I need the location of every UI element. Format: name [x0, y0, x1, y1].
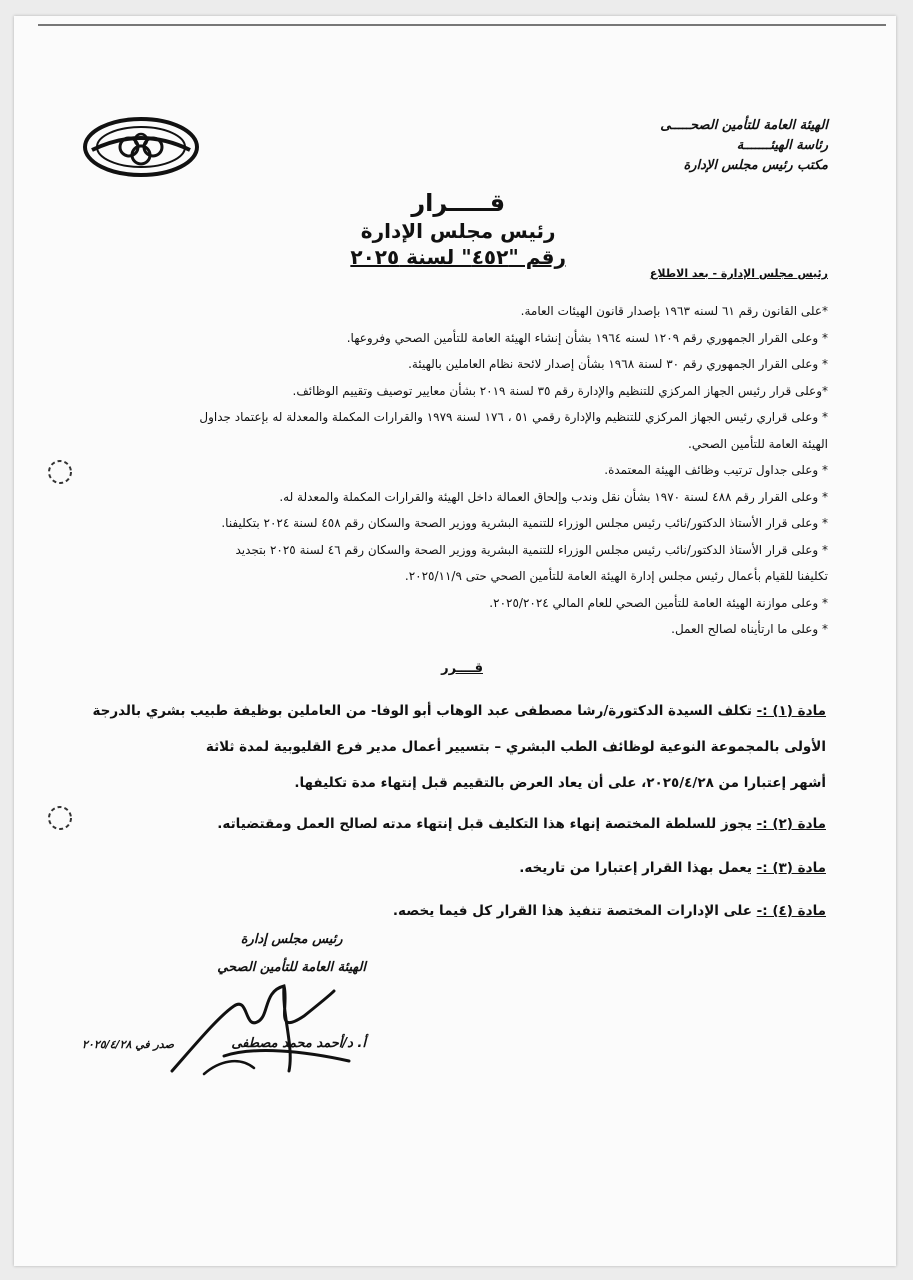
- recital-line: تكليفنا للقيام بأعمال رئيس مجلس إدارة الهيئة العامة للتأمين الصحي حتى ٢٠٢٥/١١/٩.: [404, 569, 828, 583]
- recital-line: * وعلى ما ارتأيناه لصالح العمل.: [671, 622, 828, 636]
- recital-line: * وعلى القرار رقم ٤٨٨ لسنة ١٩٧٠ بشأن نقل وندب وإلحاق العمالة داخل الهيئة والقرارات المكملة والمعدلة له.: [279, 489, 828, 504]
- recital-line: الهيئة العامة للتأمين الصحي.: [688, 436, 828, 451]
- recital-line: * وعلى موازنة الهيئة العامة للتأمين الصحي للعام المالي ٢٠٢٥/٢٠٢٤.: [489, 595, 828, 610]
- article-text: يجوز للسلطة المختصة إنهاء هذا التكليف قبل إنتهاء مدته لصالح العمل ومقتضياته.: [217, 816, 752, 832]
- recitals-list: [68, 298, 828, 643]
- signature-block: [217, 926, 366, 982]
- org-name: الهيئة العامة للتأمين الصحـــــى: [660, 118, 828, 133]
- org-office: مكتب رئيس مجلس الإدارة: [683, 158, 828, 173]
- recital-line: * وعلى قرار الأستاذ الدكتور/نائب رئيس مجلس الوزراء للتنمية البشرية ووزير الصحة والسكان رقم ٤٦ لسنة ٢٠٢٥ بتجديد: [235, 542, 828, 557]
- recital-line: *على القانون رقم ٦١ لسنه ١٩٦٣ بإصدار قانون الهيئات العامة.: [520, 304, 828, 318]
- recital-line: * وعلى قراري رئيس الجهاز المركزي للتنظيم والإدارة رقمي ٥١ ، ١٧٦ لسنة ١٩٧٩ والقرارات المكملة والمعدلة له بإعتماد جداول: [199, 410, 828, 424]
- handwritten-signature: [164, 976, 354, 1086]
- article-1: [56, 693, 826, 801]
- decree-heading: قـــــرار: [411, 189, 506, 217]
- recital-line: * وعلى القرار الجمهوري رقم ٣٠ لسنة ١٩٦٨ بشأن إصدار لائحة نظام العاملين بالهيئة.: [408, 357, 828, 371]
- health-insurance-logo-icon: [82, 116, 200, 178]
- article-text: على الإدارات المختصة تنفيذ هذا القرار كل فيما يخصه.: [392, 903, 752, 919]
- preamble-intro: رئيس مجلس الإدارة - بعد الاطلاع: [649, 267, 828, 280]
- article-label: مادة (٢) :-: [756, 816, 826, 832]
- article-label: مادة (٤) :-: [756, 903, 826, 919]
- signatory-title: رئيس مجلس إدارة: [240, 932, 343, 947]
- decides-heading: قــــرر: [441, 661, 483, 676]
- punch-hole-mark: [44, 802, 76, 834]
- organization-header: [660, 116, 828, 176]
- scan-edge-line: [38, 24, 886, 26]
- recital-line: *وعلى قرار رئيس الجهاز المركزي للتنظيم والإدارة رقم ٣٥ لسنة ٢٠١٩ بشأن معايير توصيف وتقييم الوظائف.: [292, 383, 828, 398]
- decree-issuer: رئيس مجلس الإدارة: [360, 219, 556, 243]
- document-page: [14, 16, 896, 1266]
- issue-date: صدر في ٢٠٢٥/٤/٢٨: [82, 1038, 174, 1051]
- article-text: أشهر إعتبارا من ٢٠٢٥/٤/٢٨، على أن يعاد العرض بالتقييم قبل إنتهاء مدة تكليفها.: [294, 775, 826, 791]
- article-text: يعمل بهذا القرار إعتبارا من تاريخه.: [519, 860, 752, 876]
- article-2: [56, 809, 826, 839]
- article-label: مادة (١) :-: [756, 703, 826, 719]
- signatory-org: الهيئة العامة للتأمين الصحي: [217, 960, 366, 975]
- article-label: مادة (٣) :-: [756, 860, 826, 876]
- article-text: الأولى بالمجموعة النوعية لوظائف الطب البشري – بتسيير أعمال مدير فرع القليوبية لمدة ثلاثة: [205, 739, 826, 755]
- article-4: [56, 896, 826, 926]
- recital-line: * وعلى قرار الأستاذ الدكتور/نائب رئيس مجلس الوزراء للتنمية البشرية ووزير الصحة والسكان رقم ٤٥٨ لسنة ٢٠٢٤ بتكليفنا.: [221, 516, 828, 530]
- recital-line: * وعلى جداول ترتيب وظائف الهيئة المعتمدة.: [604, 463, 828, 477]
- punch-hole-mark: [44, 456, 76, 488]
- org-presidency: رئاسة الهيئـــــــة: [736, 138, 828, 153]
- article-text: تكلف السيدة الدكتورة/رشا مصطفى عبد الوهاب أبو الوفا- من العاملين بوظيفة طبيب بشري بالدرجة: [92, 703, 752, 719]
- decree-number: رقم "٤٥٢" لسنة ٢٠٢٥: [350, 245, 566, 269]
- decree-title: [350, 188, 566, 270]
- recital-line: * وعلى القرار الجمهوري رقم ١٢٠٩ لسنه ١٩٦٤ بشأن إنشاء الهيئة العامة للتأمين الصحي وفروعها.: [346, 330, 828, 345]
- article-3: [56, 853, 826, 883]
- signatory-name: أ. د/أحمد محمد مصطفى: [231, 1036, 366, 1051]
